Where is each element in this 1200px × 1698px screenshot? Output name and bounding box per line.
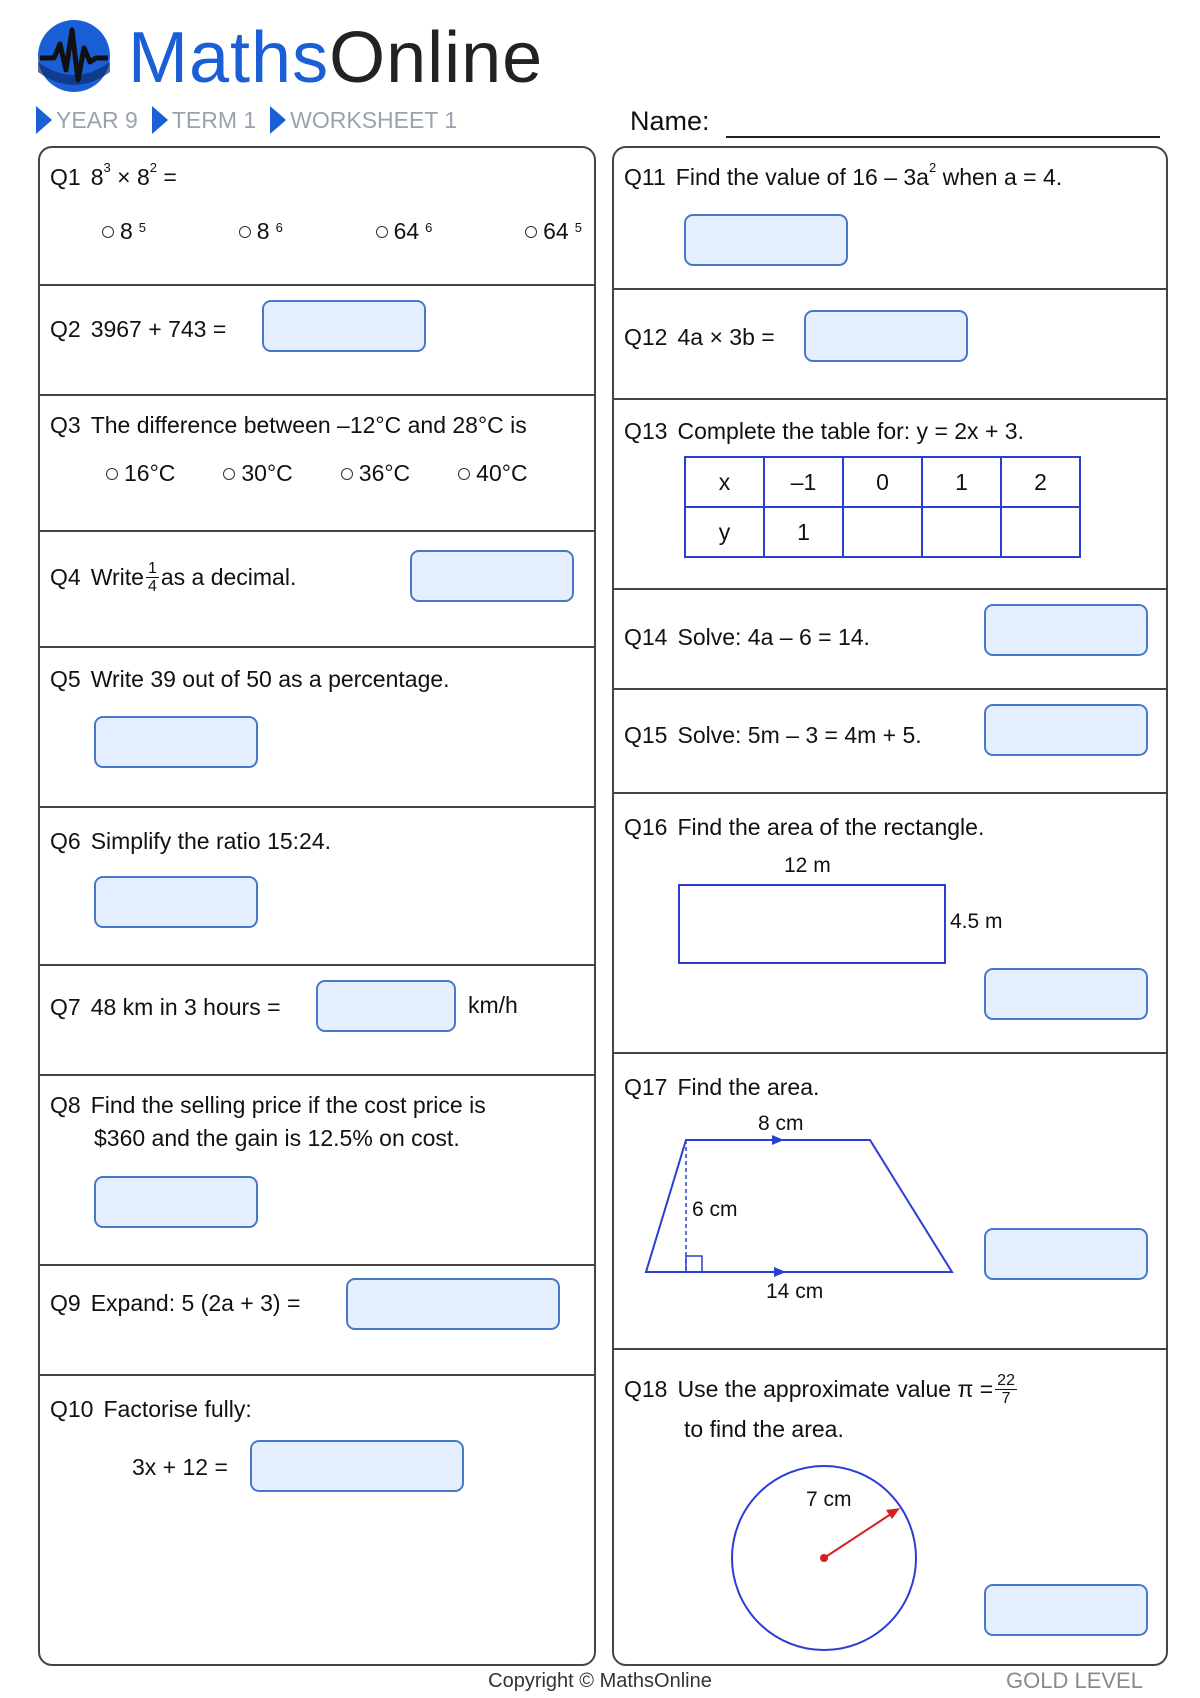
question-16: Q16 Find the area of the rectangle. 12 m 4.5 m [614,792,1166,1054]
table-cell-answer[interactable] [1001,507,1080,557]
q15-answer-box[interactable] [984,704,1148,756]
q11-answer-box[interactable] [684,214,848,266]
question-15: Q15 Solve: 5m – 3 = 4m + 5. [614,688,1166,794]
question-6: Q6 Simplify the ratio 15:24. [40,806,594,966]
q10-answer-box[interactable] [250,1440,464,1492]
q3-option-b[interactable]: 30°C [223,460,292,487]
question-2: Q2 3967 + 743 = [40,284,594,396]
q18-answer-box[interactable] [984,1584,1148,1636]
triangle-icon [152,106,168,134]
radio-icon [525,226,537,238]
question-14: Q14 Solve: 4a – 6 = 14. [614,588,1166,690]
q6-answer-box[interactable] [94,876,258,928]
copyright-text: Copyright © MathsOnline [488,1670,712,1692]
logo-maths-text: Maths [128,18,330,98]
q1-option-b[interactable]: 8 $^6$ [239,218,283,245]
breadcrumb-worksheet: WORKSHEET 1 [270,106,457,134]
rectangle-width-label: 12 m [784,854,831,877]
question-13: Q13 Complete the table for: y = 2x + 3. x –1 0 1 2 y 1 [614,398,1166,590]
q3-option-d[interactable]: 40°C [458,460,527,487]
q3-option-c[interactable]: 36°C [341,460,410,487]
level-label: GOLD LEVEL [1006,1668,1143,1693]
radio-icon [223,468,235,480]
logo-wordmark [128,18,543,98]
question-1: Q1 $8^3 \times 8^2$ = 8 $^5$ 8 $^6$ 64 $^6$ 64 $^5$ [40,148,594,286]
q7-answer-box[interactable] [316,980,456,1032]
radio-icon [106,468,118,480]
circle-figure [724,1458,924,1658]
table-cell: 0 [843,457,922,507]
table-cell-answer[interactable] [922,507,1001,557]
table-row-x [685,457,1080,507]
question-7: Q7 48 km in 3 hours = km/h [40,964,594,1076]
question-4: Q4 Write $\frac{1}{4}$ as a decimal. [40,530,594,648]
logo-online-text: Online [329,18,544,98]
q16-answer-box[interactable] [984,968,1148,1020]
fraction: $\frac{22}{7}$ [997,1372,1015,1407]
name-input-line[interactable] [726,136,1160,138]
radio-icon [376,226,388,238]
breadcrumb-term: TERM 1 [152,106,256,134]
q1-option-c[interactable]: 64 $^6$ [376,218,433,245]
name-label: Name: [630,106,710,136]
question-3: Q3 The difference between –12°C and 28°C is 16°C 30°C 36°C 40°C [40,394,594,532]
question-18: Q18 Use the approximate value π = $\frac{22}{7}$ to find the area. 7 cm [614,1348,1166,1664]
trapezium-top-label: 8 cm [758,1112,804,1135]
triangle-icon [270,106,286,134]
triangle-icon [36,106,52,134]
question-17: Q17 Find the area. 8 cm 6 cm 14 cm [614,1052,1166,1350]
maths-online-logo-icon [36,18,112,94]
q12-answer-box[interactable] [804,310,968,362]
question-10: Q10 Factorise fully: 3x + 12 = [40,1374,594,1664]
q4-answer-box[interactable] [410,550,574,602]
table-cell: 2 [1001,457,1080,507]
q7-unit: km/h [468,992,518,1018]
breadcrumb [36,104,457,136]
q1-option-d[interactable]: 64 $^5$ [525,218,582,245]
table-cell-answer[interactable] [843,507,922,557]
radio-icon [239,226,251,238]
question-12: Q12 4a × 3b = [614,288,1166,400]
radio-icon [341,468,353,480]
q9-answer-box[interactable] [346,1278,560,1330]
trapezium-bottom-label: 14 cm [766,1280,824,1303]
arrow-icon [772,1135,784,1145]
q3-option-a[interactable]: 16°C [106,460,175,487]
q2-answer-box[interactable] [262,300,426,352]
table-cell: x [685,457,764,507]
table-cell: 1 [764,507,843,557]
radio-icon [102,226,114,238]
breadcrumb-year: YEAR 9 [36,106,138,134]
arrow-icon [886,1508,900,1519]
question-11: Q11 Find the value of $16 - 3a^2$ when a = 4. [614,148,1166,290]
q13-values-table [684,456,1081,558]
question-9: Q9 Expand: 5 (2a + 3) = [40,1264,594,1376]
right-column [612,146,1168,1666]
centre-point [820,1554,828,1562]
q8-answer-box[interactable] [94,1176,258,1228]
q5-answer-box[interactable] [94,716,258,768]
radio-icon [458,468,470,480]
table-row-y [685,507,1080,557]
q14-answer-box[interactable] [984,604,1148,656]
q17-answer-box[interactable] [984,1228,1148,1280]
table-cell: –1 [764,457,843,507]
trapezium-height-label: 6 cm [692,1198,738,1221]
q1-option-a[interactable]: 8 $^5$ [102,218,146,245]
left-column [38,146,596,1666]
question-5: Q5 Write 39 out of 50 as a percentage. [40,646,594,808]
question-8: Q8 Find the selling price if the cost price is $360 and the gain is 12.5% on cost. [40,1074,594,1266]
circle-radius-label: 7 cm [806,1488,852,1511]
table-cell: y [685,507,764,557]
rectangle-figure [678,884,946,964]
trapezium-figure [634,1104,974,1304]
arrow-icon [774,1267,786,1277]
table-cell: 1 [922,457,1001,507]
rectangle-height-label: 4.5 m [950,910,1003,933]
fraction: $\frac{1}{4}$ [147,560,157,595]
